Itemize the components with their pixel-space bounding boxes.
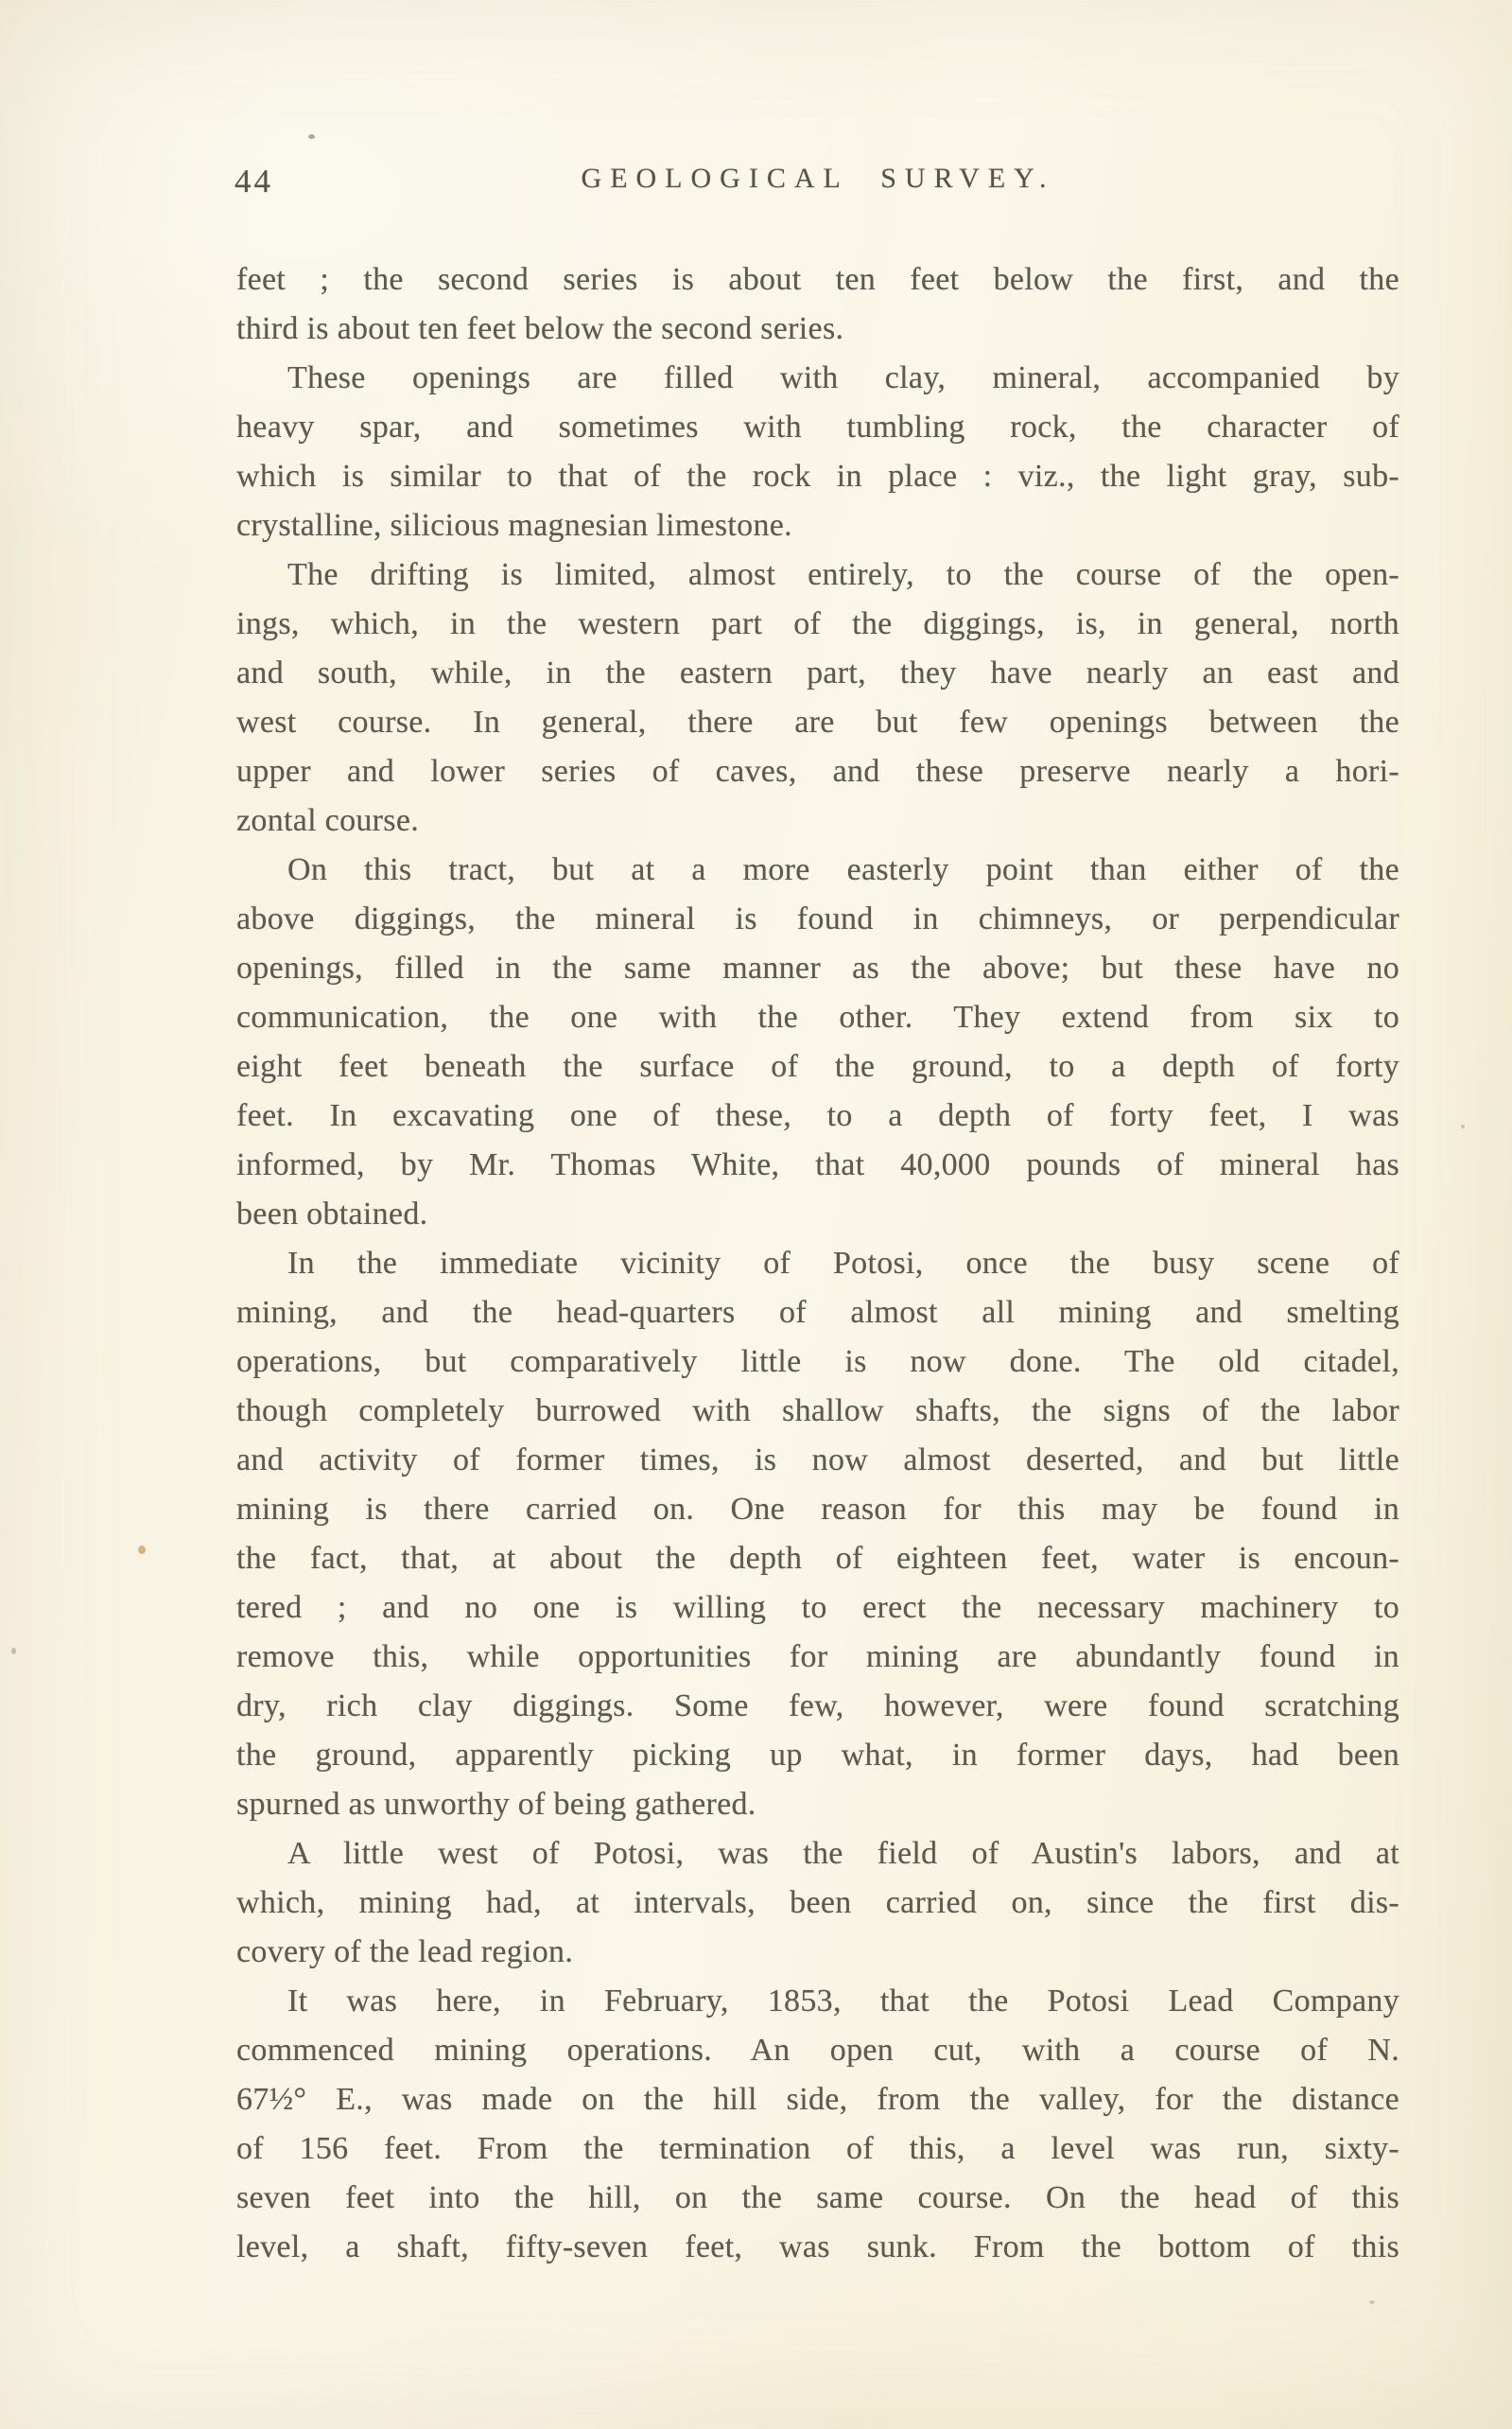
text-line: the ground, apparently picking up what, in former days, had been (236, 1738, 1399, 1773)
text-line: ings, which, in the western part of the diggings, is, in general, north (236, 606, 1399, 641)
text-line: which is similar to that of the rock in place : viz., the light gray, sub- (236, 459, 1399, 494)
text-line: third is about ten feet below the second series. (236, 311, 844, 346)
text-line: heavy spar, and sometimes with tumbling rock, the character of (236, 410, 1399, 445)
text-line: remove this, while opportunities for mining are abundantly found in (236, 1639, 1399, 1674)
text-line: dry, rich clay diggings. Some few, however, were found scratching (236, 1688, 1399, 1723)
text-line: tered ; and no one is willing to erect the necessary machinery to (236, 1590, 1399, 1625)
paper-speck (308, 134, 315, 139)
text-line: 67½° E., was made on the hill side, from the valley, for the distance (236, 2082, 1399, 2117)
paper-speck (1369, 2300, 1375, 2304)
text-line: and activity of former times, is now almost deserted, and but little (236, 1442, 1399, 1477)
text-line: commenced mining operations. An open cut, with a course of N. (236, 2033, 1399, 2068)
text-line: feet. In excavating one of these, to a depth of forty feet, I was (236, 1098, 1399, 1133)
text-line: mining, and the head-quarters of almost all mining and smelting (236, 1295, 1399, 1330)
text-line: crystalline, silicious magnesian limestone. (236, 508, 792, 543)
text-line: west course. In general, there are but few openings between the (236, 705, 1399, 740)
text-line: informed, by Mr. Thomas White, that 40,000 pounds of mineral has (236, 1147, 1399, 1182)
text-line: of 156 feet. From the termination of this, a level was run, sixty- (236, 2131, 1399, 2166)
body-text (236, 255, 1399, 2272)
text-line: zontal course. (236, 803, 420, 838)
text-line: The drifting is limited, almost entirely, to the course of the open- (287, 557, 1399, 592)
text-line: though completely burrowed with shallow shafts, the signs of the labor (236, 1393, 1399, 1428)
page-header (236, 157, 1399, 202)
text-line: mining is there carried on. One reason for this may be found in (236, 1492, 1399, 1527)
text-line: spurned as unworthy of being gathered. (236, 1787, 756, 1822)
text-line: In the immediate vicinity of Potosi, once the busy scene of (287, 1246, 1399, 1281)
paper-speck (138, 1546, 146, 1554)
text-line: openings, filled in the same manner as the above; but these have no (236, 951, 1399, 986)
running-head: GEOLOGICAL SURVEY. (581, 163, 1055, 194)
text-line: communication, the one with the other. They extend from six to (236, 1000, 1399, 1035)
paper-speck (11, 1648, 16, 1654)
text-line: the fact, that, at about the depth of eighteen feet, water is encoun- (236, 1541, 1399, 1576)
text-line: On this tract, but at a more easterly point than either of the (287, 852, 1399, 887)
text-line: level, a shaft, fifty-seven feet, was sunk. From the bottom of this (236, 2229, 1399, 2264)
page-number: 44 (235, 163, 273, 200)
text-line: which, mining had, at intervals, been carried on, since the first dis- (236, 1885, 1399, 1920)
text-line: seven feet into the hill, on the same course. On the head of this (236, 2180, 1399, 2215)
text-line: These openings are filled with clay, mineral, accompanied by (287, 360, 1399, 395)
text-line: been obtained. (236, 1197, 428, 1232)
text-line: feet ; the second series is about ten feet below the first, and the (236, 262, 1399, 297)
text-line: operations, but comparatively little is now done. The old citadel, (236, 1344, 1399, 1379)
paper-speck (1461, 1125, 1465, 1128)
text-line: It was here, in February, 1853, that the Potosi Lead Company (287, 1983, 1399, 2018)
text-line: A little west of Potosi, was the field of Austin's labors, and at (287, 1836, 1399, 1871)
text-line: covery of the lead region. (236, 1934, 574, 1969)
text-line: eight feet beneath the surface of the ground, to a depth of forty (236, 1049, 1399, 1084)
text-line: upper and lower series of caves, and these preserve nearly a hori- (236, 754, 1399, 789)
text-line: above diggings, the mineral is found in chimneys, or perpendicular (236, 901, 1399, 936)
text-line: and south, while, in the eastern part, they have nearly an east and (236, 655, 1399, 690)
